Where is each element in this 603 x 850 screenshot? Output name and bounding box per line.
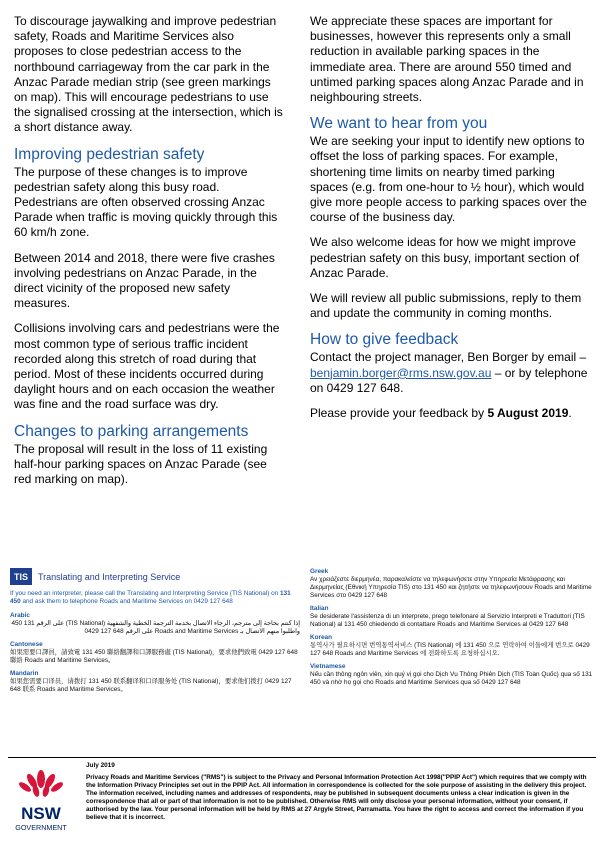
tis-intro-pre: If you need an interpreter, please call the Translating and Interpreting Service (TIS National) on [10,590,280,597]
hear-paragraph-2: We also welcome ideas for how we might improve pedestrian safety on this busy, important section of Anzac Parade. [310,235,580,280]
left-column [14,14,286,497]
lang-name: Arabic [10,612,30,619]
privacy-statement: Privacy Roads and Maritime Services ("RMS") is subject to the Privacy and Personal Information Protection Act 1998("PPIP Act") which requires that we comply with the Information Privacy Principles set out in the PPIP Act. All information in correspondence is collected for the sole purpose of assisting in the delivery this project. The information received, including names and addresses of respondents, may be published in subsequent documents unless a clear indication is given in the correspondence that all or part of that information is not to be published. Otherwise RMS will only disclose your personal information, without your consent, if authorised by the law. Your personal information will be held by RMS at 27 Argyle Street, Parramatta. You have the right to access and correct the information if you believe that it is incorrect. [86,774,587,821]
lang-text: 如果您需要口译员，请拨打 131 450 联系翻译和口译服务处 (TIS National)，要求他们拨打 0429 127 648 联系 Roads and Maritime Services。 [10,678,292,693]
lang-text: 통역사가 필요하시면 번역통역서비스 (TIS National) 에 131 450 으로 연락하여 이들에게 번으로 0429 127 648 Roads and Maritime Services 에 전화하도록 요청하십시오. [310,642,590,657]
lang-text: 如果需要口譯員，請致電 131 450 聯絡翻譯和口譯服務處 (TIS National)，要求他們致電 0429 127 648 聯絡 Roads and Maritime Services。 [10,649,298,664]
waratah-icon [18,770,65,798]
heading-hear-from-you: We want to hear from you [310,115,488,133]
lang-name: Italian [310,605,329,612]
email-link[interactable]: benjamin.borger@rms.nsw.gov.au [310,365,492,380]
tis-intro [10,590,300,606]
lang-vietnamese [310,663,595,687]
logo-nsw-text: NSW [21,804,61,823]
lang-italian [310,605,595,629]
intro-paragraph: To discourage jaywalking and improve pedestrian safety, Roads and Maritime Services also proposes to close pedestrian access to the northbound carriageway from the car park in the Anzac Parade median strip (see green markings on map). This will encourage pedestrians to use the signalised crossing at the intersection, which is a short distance away. [14,14,283,135]
safety-paragraph-1: The purpose of these changes is to improve pedestrian safety along this busy road. Pedestrians are often observed crossing Anzac Parade when traffic is moving quickly through this 60 km/h zone. [14,164,278,240]
tis-logo: TIS [10,568,32,585]
right-column [310,14,596,431]
feedback-text-post: – or by telephone on 0429 127 648. [310,365,588,395]
tis-phone-number: 131 450 [10,590,291,605]
tis-title: Translating and Interpreting Service [38,571,181,582]
tis-right-column [310,568,595,692]
footer-text [86,762,596,822]
hear-paragraph-3: We will review all public submissions, reply to them and update the community in coming months. [310,291,582,321]
lang-name: Mandarin [10,670,39,677]
parking-paragraph: The proposal will result in the loss of 11 existing half-hour parking spaces on Anzac Parade (see red marking on map). [14,441,268,487]
safety-paragraph-2: Between 2014 and 2018, there were five crashes involving pedestrians on Anzac Parade, in the direct vicinity of the proposed new safety measures. [14,250,275,311]
hear-paragraph-1: We are seeking your input to identify new options to offset the loss of parking spaces. For example, shortening time limits on nearby timed parking spaces (e.g. from one-hour to ½ hour), which would give more people access to parking spaces over the course of the business day. [310,134,587,225]
deadline-period: . [568,406,572,421]
deadline-text: Please provide your feedback by [310,406,488,421]
lang-text: Αν χρειάζεστε διερμηνέα, παρακαλείστε να τηλεφωνήσετε στην Υπηρεσία Μετάφρασης και Διερμηνείας (Εθνική Υπηρεσία TIS) στο 131 450 και ζητήστε να τηλεφωνήσουν Roads and Maritime Services στο 0429 127 648 [310,576,592,599]
lang-name: Cantonese [10,641,43,648]
lang-name: Greek [310,568,329,575]
lang-mandarin [10,670,300,694]
lang-text: Se desiderate l'assistenza di un interprete, prego telefonare al Servizio Interpreti e Traduttori (TIS National) al 131 450 chiedendo di contattare Roads and Maritime Services al 0429 127 648 [310,613,585,628]
safety-paragraph-3: Collisions involving cars and pedestrians were the most common type of serious traffic incident recorded along this stretch of road during that period. Most of these incidents occurred during daylight hours and on each occasion the weather was fine and the road surface was dry. [14,321,280,412]
lang-arabic [10,612,300,636]
deadline-paragraph [310,406,596,421]
footer-divider [8,757,596,758]
tis-intro-post: and ask them to telephone Roads and Maritime Services on 0429 127 648 [20,598,233,605]
lang-korean [310,634,595,658]
nsw-government-logo [10,766,72,836]
lang-text: Nếu cần thông ngôn viên, xin quý vị gọi cho Dịch Vụ Thông Phiên Dịch (TIS Toàn Quốc) qua số 131 450 và nhờ họ gọi cho Roads and Maritime Services qua số 0429 127 648 [310,671,593,686]
tis-left-column [10,568,300,699]
footer-date: July 2019 [86,762,115,769]
logo-government-text: GOVERNMENT [15,823,67,832]
heading-improving-safety: Improving pedestrian safety [14,145,205,163]
feedback-paragraph [310,350,596,396]
lang-text: إذا كنتم بحاجة إلى مترجم، الرجاء الاتصال بخدمة الترجمة الخطية والشفهية (TIS National) على الرقم 131 450 واطلبوا منهم الاتصال بـ Roads and Maritime Services على الرقم 648 127 0429 [11,620,300,635]
lang-name: Korean [310,634,333,641]
parking-context-paragraph: We appreciate these spaces are important for businesses, however this represents only a small reduction in available parking spaces in the immediate area. There are around 550 timed and untimed parking spaces along Anzac Parade and in neighbouring streets. [310,14,584,105]
deadline-date: 5 August 2019 [487,406,569,421]
heading-give-feedback: How to give feedback [310,331,459,349]
feedback-text-pre: Contact the project manager, Ben Borger by email – [310,350,587,365]
heading-parking-changes: Changes to parking arrangements [14,422,249,440]
tis-header [10,568,300,585]
lang-name: Vietnamese [310,663,346,670]
lang-greek [310,568,595,600]
lang-cantonese [10,641,300,665]
